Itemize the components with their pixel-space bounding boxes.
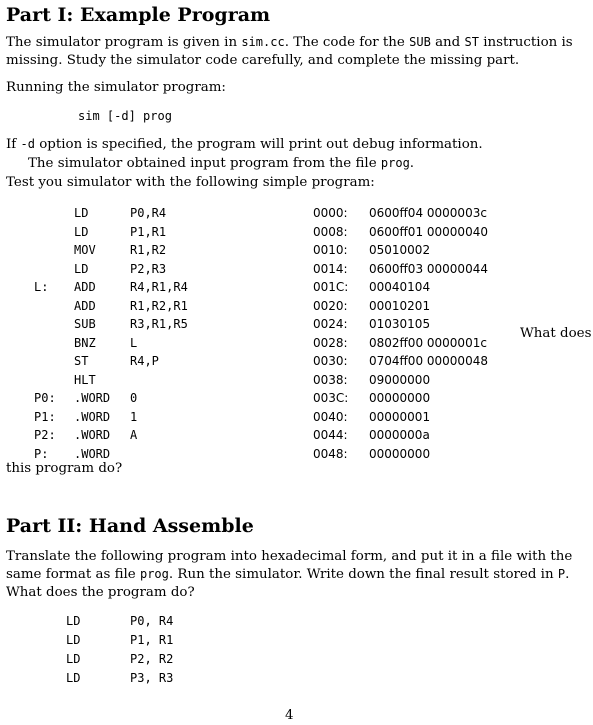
row-opcode: ADD (74, 298, 96, 313)
part2-line1: Translate the following program into hexadecimal form, and put it in a file with the (6, 549, 573, 564)
program-row (0, 297, 593, 315)
program-row (0, 278, 593, 296)
row-machine-code: 01030105 (369, 317, 431, 331)
page-number: 4 (285, 708, 294, 723)
row-opcode: SUB (74, 317, 96, 331)
row-address: 0010: (313, 243, 348, 257)
row-opcode: .WORD (74, 391, 111, 405)
row-operands: 0 (130, 391, 138, 405)
row-operands: P1, R1 (130, 633, 174, 647)
row-opcode: LD (74, 261, 89, 276)
row-operands: P1,R1 (130, 224, 167, 239)
program-row (0, 389, 593, 407)
part2-line3: What does the program do? (6, 585, 195, 600)
row-operands: A (130, 428, 138, 442)
row-address: 0030: (313, 354, 348, 368)
row-operands: L (130, 335, 138, 350)
row-operands: P2,R3 (130, 261, 167, 276)
row-address: 0024: (313, 317, 348, 331)
row-opcode: LD (66, 614, 81, 628)
program-row (0, 204, 593, 222)
program-row (0, 223, 593, 241)
row-operands: R4,R1,R4 (130, 280, 188, 294)
row-machine-code: 0802ff00 0000001c (369, 335, 487, 350)
assemble-row (0, 631, 593, 649)
row-machine-code: 00000000 (369, 391, 431, 405)
row-machine-code: 00040104 (369, 280, 431, 294)
row-machine-code: 0000000a (369, 428, 430, 442)
row-address: 0040: (313, 409, 348, 424)
row-opcode: BNZ (74, 335, 96, 350)
row-label: P1: (34, 409, 56, 424)
part2-line2: same format as file prog. Run the simulator. Write down the final result stored in P. (6, 567, 570, 582)
row-machine-code: 0600ff03 00000044 (369, 261, 488, 276)
command-line: sim [-d] prog (78, 109, 172, 123)
row-operands: R1,R2,R1 (130, 298, 188, 313)
row-address: 0000: (313, 206, 348, 220)
program-row (0, 408, 593, 426)
row-operands: P0,R4 (130, 206, 167, 220)
row-opcode: ST (74, 354, 89, 368)
row-opcode: HLT (74, 372, 96, 387)
row-opcode: MOV (74, 243, 96, 257)
option-text: If -d option is specified, the program will print out debug information. (6, 137, 483, 152)
this-program-text: this program do? (6, 461, 123, 476)
row-address: 0038: (313, 372, 348, 387)
row-machine-code: 00000000 (369, 446, 431, 461)
row-operands: R4,P (130, 354, 159, 368)
obtained-text: The simulator obtained input program from the file prog. (28, 156, 415, 171)
program-row (0, 352, 593, 370)
what-does-text: What does (520, 326, 592, 341)
row-opcode: LD (66, 652, 81, 666)
running-text: Running the simulator program: (6, 80, 226, 95)
part1-paragraph: The simulator program is given in sim.cc. The code for the SUB and ST instruction is (6, 35, 573, 50)
row-opcode: LD (66, 633, 81, 647)
row-opcode: LD (74, 224, 89, 239)
row-opcode: .WORD (74, 409, 111, 424)
row-opcode: LD (74, 206, 89, 220)
row-operands: P3, R3 (130, 671, 174, 685)
row-operands: R1,R2 (130, 243, 167, 257)
row-machine-code: 09000000 (369, 372, 431, 387)
program-row (0, 241, 593, 259)
row-operands: R3,R1,R5 (130, 317, 188, 331)
row-opcode: ADD (74, 280, 96, 294)
row-address: 0014: (313, 261, 348, 276)
assemble-row (0, 612, 593, 630)
test-text: Test you simulator with the following simple program: (6, 175, 375, 190)
row-machine-code: 00010201 (369, 298, 431, 313)
row-machine-code: 0704ff00 00000048 (369, 354, 488, 368)
row-machine-code: 05010002 (369, 243, 431, 257)
row-opcode: .WORD (74, 428, 111, 442)
part1-title: Part I: Example Program (6, 4, 271, 26)
row-label: P: (34, 446, 49, 461)
part1-paragraph-line2: missing. Study the simulator code carefully, and complete the missing part. (6, 53, 520, 68)
row-operands: P2, R2 (130, 652, 174, 666)
row-address: 003C: (313, 391, 349, 405)
row-address: 0020: (313, 298, 348, 313)
row-opcode: .WORD (74, 446, 111, 461)
row-machine-code: 0600ff01 00000040 (369, 224, 488, 239)
row-operands: 1 (130, 409, 138, 424)
row-machine-code: 00000001 (369, 409, 431, 424)
program-row (0, 334, 593, 352)
row-address: 001C: (313, 280, 349, 294)
row-address: 0044: (313, 428, 348, 442)
program-row (0, 315, 593, 333)
part2-title: Part II: Hand Assemble (6, 515, 254, 537)
row-address: 0028: (313, 335, 348, 350)
row-label: P2: (34, 428, 56, 442)
row-opcode: LD (66, 671, 81, 685)
program-row (0, 260, 593, 278)
program-row (0, 371, 593, 389)
row-label: L: (34, 280, 49, 294)
assemble-row (0, 650, 593, 668)
row-label: P0: (34, 391, 56, 405)
program-row (0, 426, 593, 444)
row-address: 0008: (313, 224, 348, 239)
row-operands: P0, R4 (130, 614, 174, 628)
row-machine-code: 0600ff04 0000003c (369, 206, 487, 220)
assemble-row (0, 669, 593, 687)
row-address: 0048: (313, 446, 348, 461)
